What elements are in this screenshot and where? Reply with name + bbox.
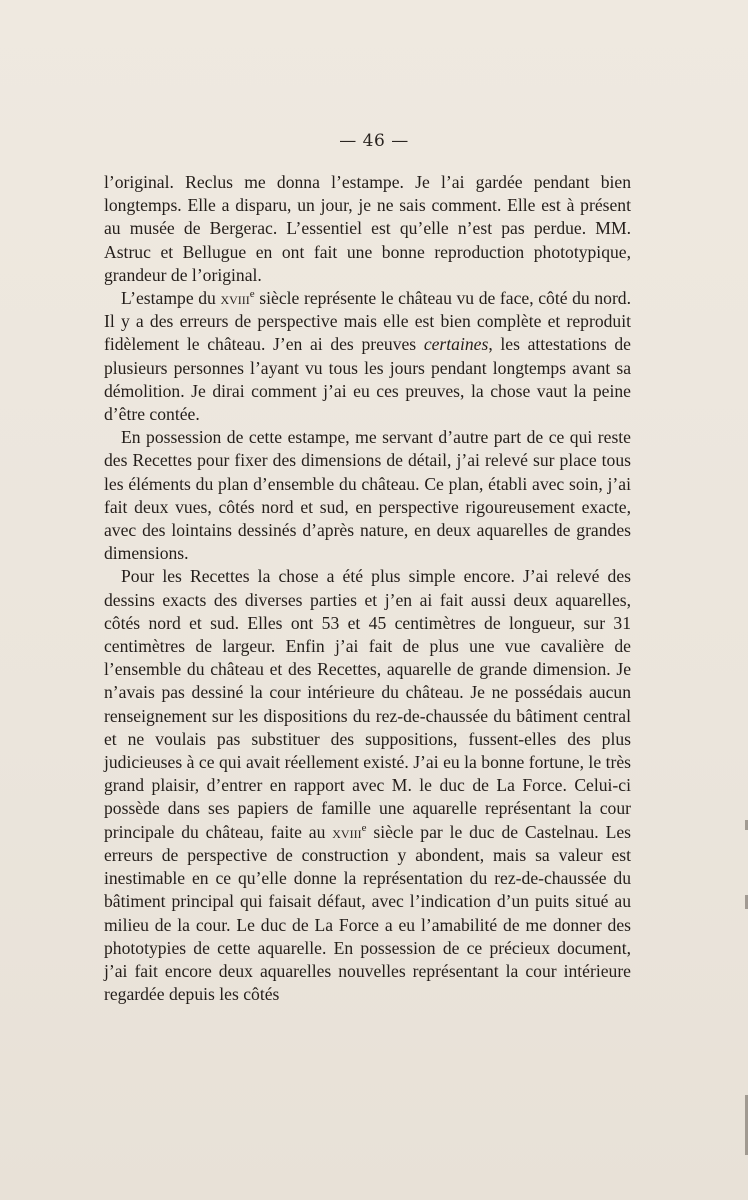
paragraph: En possession de cette estampe, me servant d’autre part de ce qui reste des Recettes pour fixer des dimensions de détail, j’ai relevé sur place tous les éléments du plan d’ensemble du château. Ce plan, établi avec soin, j’ai fait deux vues, côtés nord et sud, en perspective rigoureusement exacte, avec des lointains dessinés d’après nature, en deux aquarelles de grandes dimensions. bbox=[104, 427, 631, 564]
body-text bbox=[104, 171, 631, 1006]
century-superscript: e bbox=[249, 288, 255, 301]
paragraph: l’original. Reclus me donna l’estampe. Je l’ai gardée pendant bien longtemps. Elle a disparu, un jour, je ne sais comment. Elle est à présent au musée de Bergerac. L’essentiel est qu’elle n’est pas perdue. MM. Astruc et Bellugue en ont fait une bonne reproduction phototypique, grandeur de l’original. bbox=[104, 172, 631, 285]
century-superscript: e bbox=[361, 821, 367, 834]
paragraph bbox=[104, 287, 631, 426]
text-run: Pour les Recettes la chose a été plus simple encore. J’ai relevé des dessins exacts des diverses parties et j’en ai fait aussi deux aquarelles, côtés nord et sud. Elles ont 53 et 45 centimètres de longueur, sur 31 centimètres de largeur. Enfin j’ai fait de plus une vue cavalière de l’ensemble du château et des Recettes, aquarelle de grande dimension. Je n’avais pas dessiné la cour intérieure du château. Je ne possédais aucun renseignement sur les dispositions du rez-de-chaussée du bâtiment central et ne voulais pas substituer des suppositions, fussent-elles des plus judicieuses à ce qui avait réellement existé. J’ai eu la bonne fortune, le très grand plaisir, d’entrer en rapport avec M. le duc de La Force. Celui-ci possède dans ses papiers de famille une aquarelle représentant la cour principale du château, faite au bbox=[104, 566, 631, 842]
text-run: siècle par le duc de Castelnau. Les erreurs de perspective de construction y abondent, mais sa valeur est inestimable en ce qu’elle donne la représentation du rez-de-chaussée du bâtiment principal qui faisait défaut, avec l’indication d’un puits situé au milieu de la cour. Le duc de La Force a eu l’amabilité de me donner des phototypies de cette aquarelle. En possession de ce précieux document, j’ai fait encore deux aquarelles nouvelles représentant la cour intérieure regardée depuis les côtés bbox=[104, 821, 631, 1005]
text-run: siècle représente le château vu de face, côté du nord. Il y a des erreurs de perspective mais elle est bien complète et reproduit fidèlement le château. J’en ai des preuves bbox=[104, 288, 631, 355]
text-run: L’estampe du bbox=[121, 288, 221, 309]
emphasis: certaines bbox=[423, 334, 489, 355]
paragraph bbox=[104, 565, 631, 1006]
century-numeral: xviii bbox=[332, 821, 362, 842]
text-run: , les attestations de plusieurs personnes l’ayant vu tous les jours pendant longtemps avant sa démolition. Je dirai comment j’ai eu ces preuves, la chose vaut la peine d’être contée. bbox=[104, 334, 631, 425]
century-numeral: xviii bbox=[220, 288, 250, 309]
page-number: — 46 — bbox=[339, 131, 409, 151]
